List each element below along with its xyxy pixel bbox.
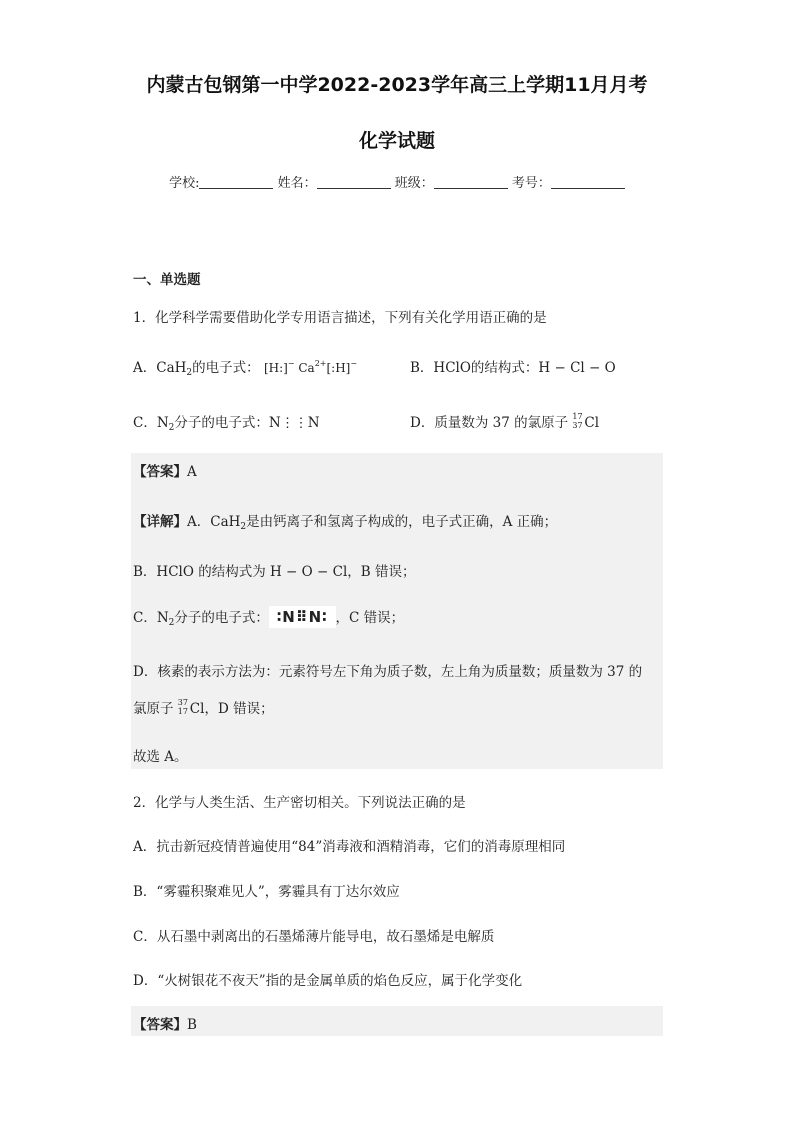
q1-detail-d-line1: D．核素的表示方法为：元素符号左下角为质子数，左上角为质量数；质量数为 37 的 (133, 664, 643, 680)
class-blank (434, 176, 508, 189)
q1-detail-d-line2: 氯原子 37 17 Cl，D 错误； (133, 698, 274, 717)
number-blank (551, 176, 625, 189)
n2-electron-formula: ∶N⠿N∶ (269, 606, 336, 628)
q2-stem: 2．化学与人类生活、生产密切相关。下列说法正确的是 (133, 795, 466, 811)
exam-title: 内蒙古包钢第一中学2022-2023学年高三上学期11月月考 (146, 74, 648, 96)
q1-detail-b: B．HClO 的结构式为 H − O − Cl，B 错误； (133, 564, 416, 580)
school-label: 学校: (169, 176, 200, 191)
section-heading: 一、单选题 (133, 272, 201, 288)
q2-answer: 【答案】B (133, 1017, 197, 1033)
q1-option-d: D．质量数为 37 的氯原子 17 37 Cl (410, 412, 600, 431)
number-label: 考号： (511, 176, 551, 191)
q2-answer-block (131, 1006, 663, 1036)
name-blank (317, 176, 391, 189)
class-label: 班级： (394, 176, 434, 191)
school-blank (199, 176, 273, 189)
q2-option-c: C．从石墨中剥离出的石墨烯薄片能导电，故石墨烯是电解质 (133, 929, 495, 945)
q1-conclusion: 故选 A。 (133, 749, 188, 765)
q1-stem: 1．化学科学需要借助化学专用语言描述，下列有关化学用语正确的是 (133, 310, 547, 326)
name-label: 姓名： (277, 176, 317, 191)
student-info-row (0, 172, 794, 191)
q1-option-b: B．HClO的结构式：H − Cl − O (410, 360, 616, 376)
q1-detail-a: 【详解】A．CaH$_2$是由钙离子和氢离子构成的，电子式正确，A 正确； (133, 514, 558, 532)
q1-option-c: C．$N_2$分子的电子式：N⋮⋮N (133, 415, 320, 433)
q1-detail-c: C．$N_2$分子的电子式： ∶N⠿N∶ ，C 错误； (133, 608, 405, 628)
q2-option-a: A．抗击新冠疫情普遍使用“84”消毒液和酒精消毒，它们的消毒原理相同 (133, 839, 566, 855)
q1-answer: 【答案】A (133, 464, 197, 480)
exam-subtitle: 化学试题 (358, 130, 435, 152)
q2-option-d: D．“火树银花不夜天”指的是金属单质的焰色反应，属于化学变化 (133, 973, 523, 989)
q1-option-a: A．CaH$_2$的电子式： [H:]− $Ca^{2+}[:H]^-$ (133, 359, 358, 378)
q2-option-b: B．“雾霾积聚难见人”，雾霾具有丁达尔效应 (133, 884, 400, 900)
